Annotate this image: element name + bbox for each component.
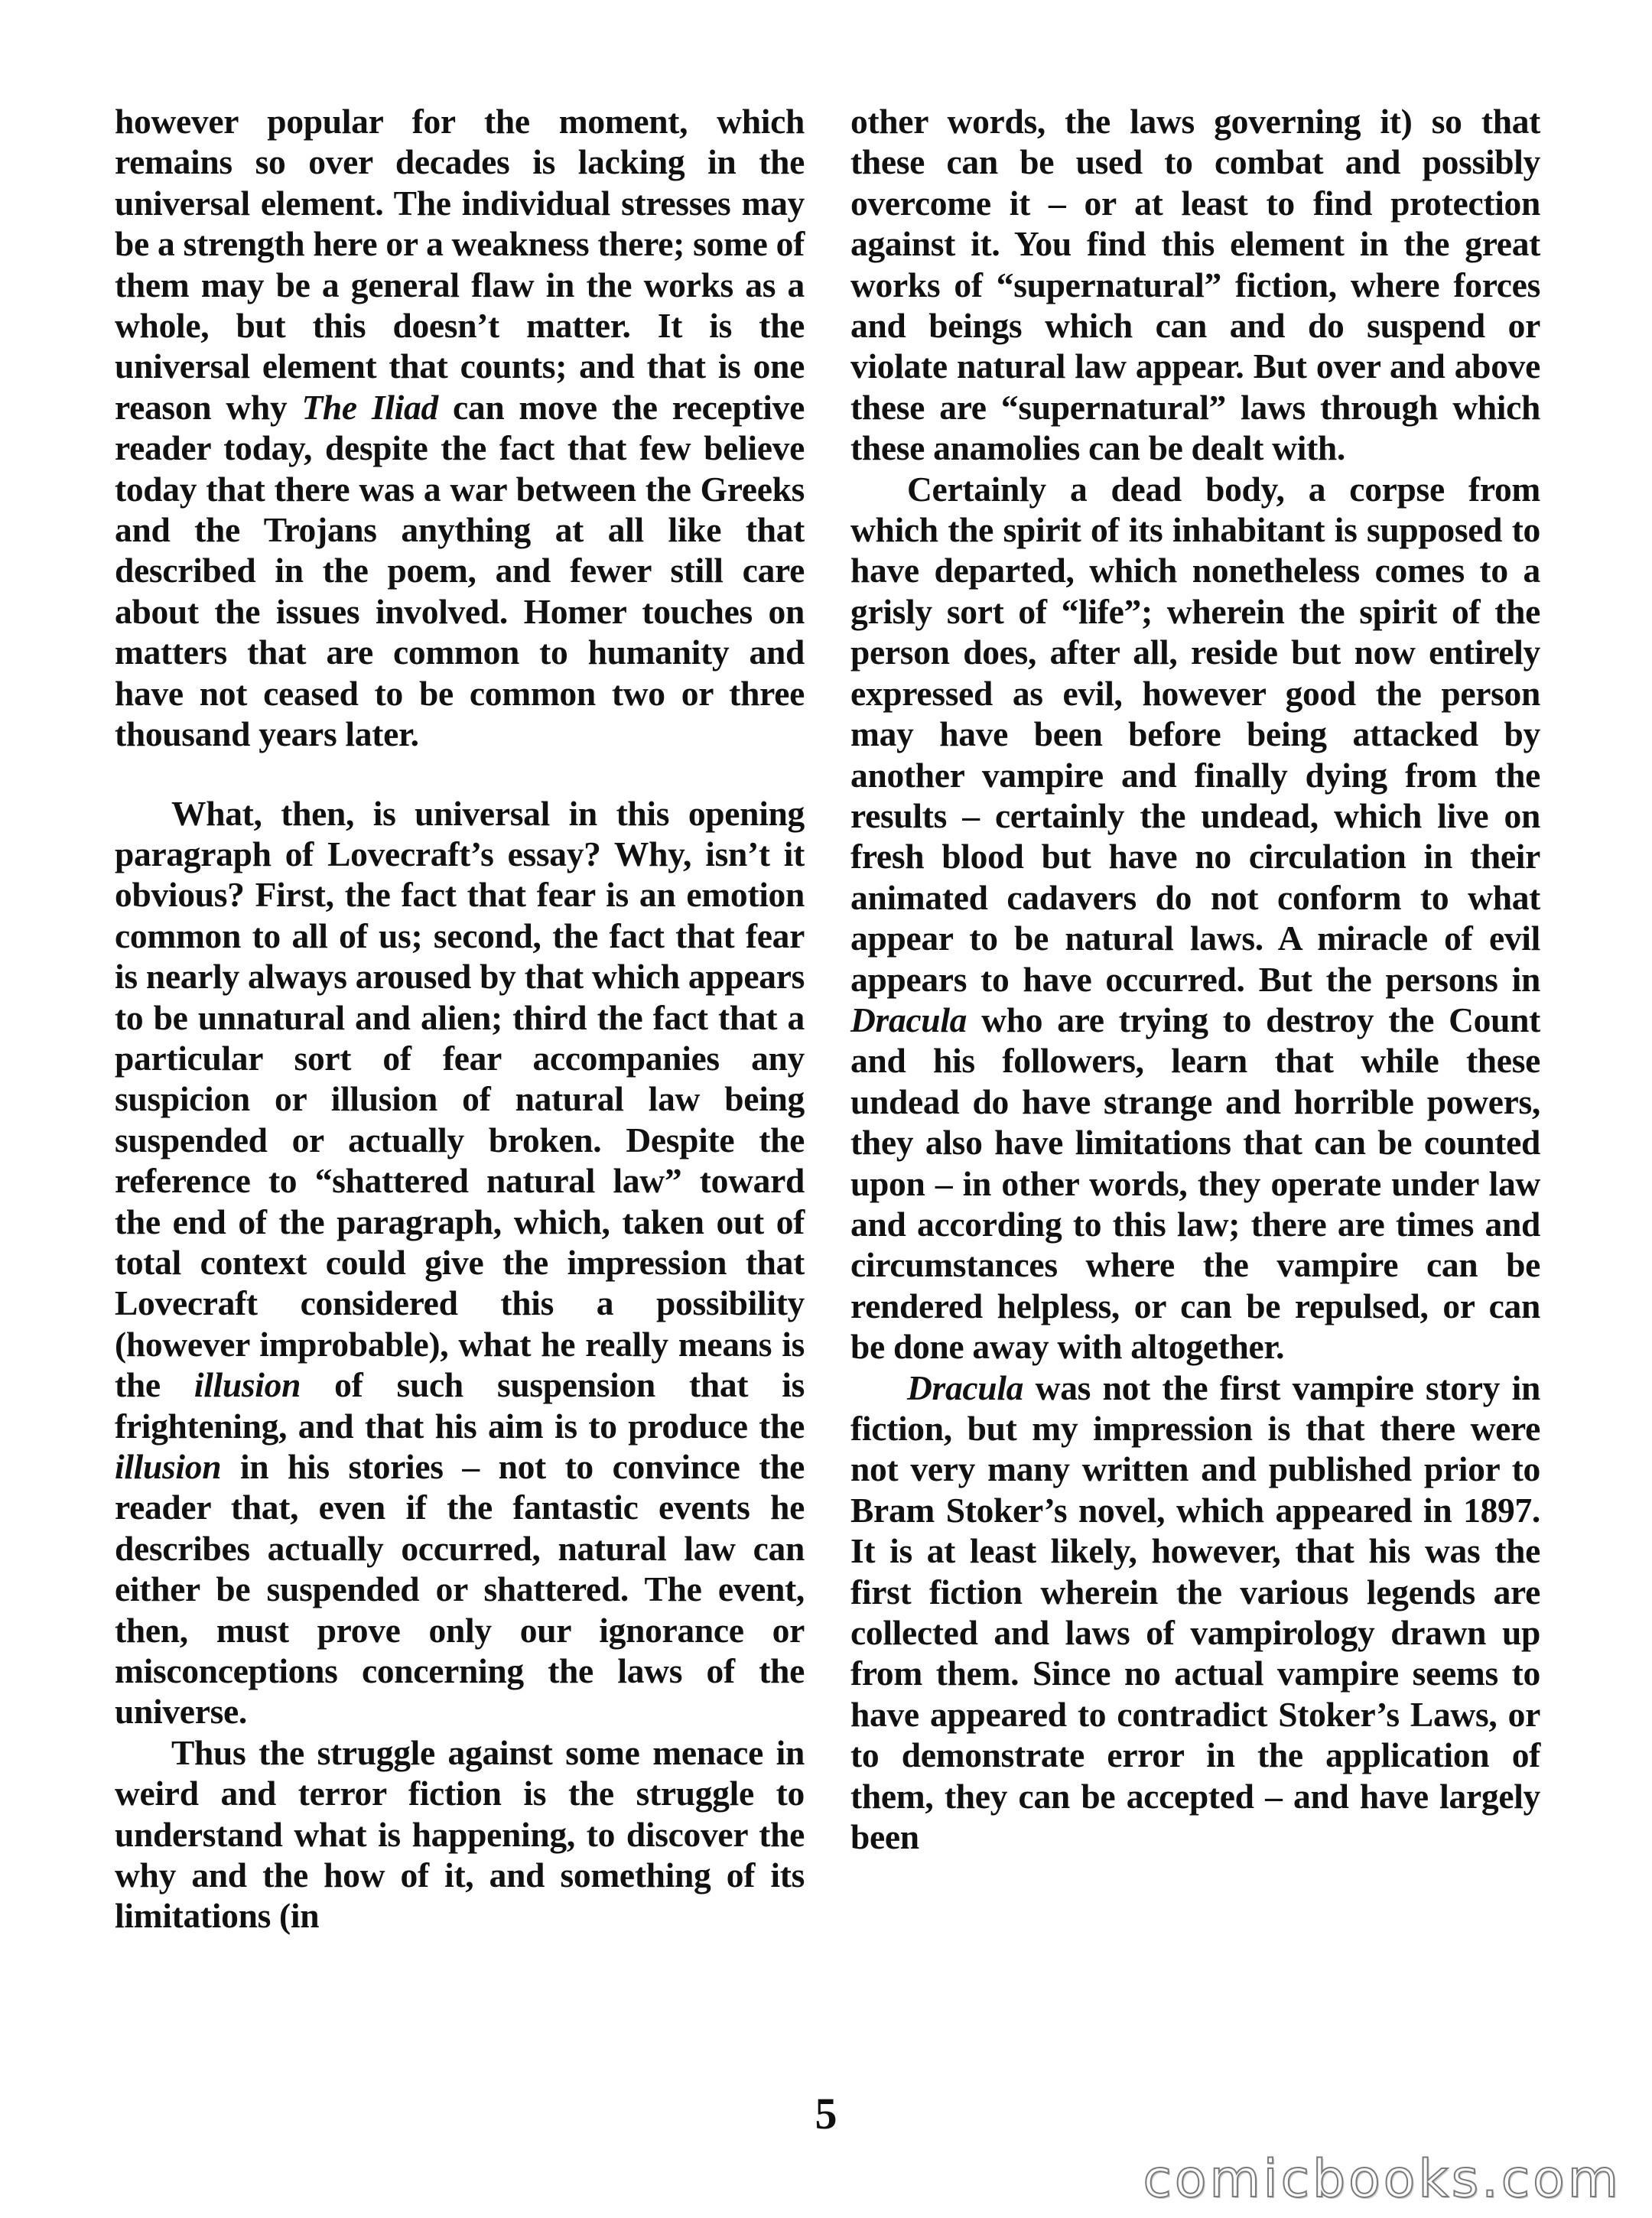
- paragraph: [850, 101, 1540, 469]
- emphasis: illusion: [115, 1447, 222, 1486]
- paragraph: [115, 793, 805, 1732]
- paragraph: [115, 101, 805, 755]
- text-run: of such suspension that is frightening, and that his aim is to produce the: [115, 1365, 805, 1446]
- right-text-column: [850, 101, 1540, 1857]
- text-run: What, then, is universal in this opening paragraph of Lovecraft’s essay? Why, isn’t it obvious? First, the fact that fear is an emotion common to all of us; second, the fact that fear is nearly always aroused by that which appears to be unnatural and alien; third the fact that a particular sort of fear accompanies any suspicion or illusion of natural law being suspended or actually broken. Despite the reference to “shattered natural law” toward the end of the paragraph, which, taken out of total context could give the impression that Lovecraft considered this a possibility (however improbable), what he really means is the: [115, 793, 805, 1405]
- page-number: 5: [815, 2089, 837, 2138]
- book-title: The Iliad: [301, 387, 438, 427]
- text-run: Thus the struggle against some menace in weird and terror fiction is the struggle to understand what is happening, to discover the why and the how of it, and something of its limitations (in: [115, 1732, 805, 1936]
- text-run: in his stories – not to convince the reader that, even if the fantastic events he describes actually occurred, natural law can either be suspended or shattered. The event, then, must prove only our ignorance or misconceptions concerning the laws of the universe.: [115, 1447, 805, 1732]
- paragraph: [115, 1732, 805, 1937]
- text-run: Certainly a dead body, a corpse from which the spirit of its inhabitant is supposed to have departed, which nonetheless comes to a grisly sort of “life”; wherein the spirit of the person does, after all, reside but now entirely expressed as evil, however good the person may have been before being attacked by another vampire and finally dying from the results – certainly the undead, which live on fresh blood but have no circulation in their animated cadavers do not conform to what appear to be natural laws. A miracle of evil appears to have occurred. But the persons in: [850, 469, 1540, 999]
- text-run: other words, the laws governing it) so that these can be used to combat and possibly overcome it – or at least to find protection against it. You find this element in the great works of “supernatural” fiction, where forces and beings which can and do suspend or violate natural law appear. But over and above these are “supernatural” laws through which these anamolies can be dealt with.: [850, 102, 1540, 468]
- paragraph: [850, 1368, 1540, 1858]
- paragraph: [850, 469, 1540, 1368]
- book-title: Dracula: [850, 1000, 967, 1039]
- watermark: comicbooks.com: [1143, 2149, 1621, 2210]
- text-run: was not the first vampire story in fiction, but my impression is that there were not very many written and published prior to Bram Stoker’s novel, which appeared in 1897. It is at least likely, however, that his was the first fiction wherein the various legends are collected and laws of vampirology drawn up from them. Since no actual vampire seems to have appeared to contradict Stoker’s Laws, or to demonstrate error in the application of them, they can be accepted – and have largely been: [850, 1368, 1540, 1857]
- left-text-column: [115, 101, 805, 1937]
- book-title: Dracula: [907, 1368, 1024, 1407]
- emphasis: illusion: [193, 1365, 301, 1405]
- text-run: can move the receptive reader today, despite the fact that few believe today that there was a war between the Greeks and the Trojans anything at all like that described in the poem, and fewer still care about the issues involved. Homer touches on matters that are common to humanity and have not ceased to be common two or three thousand years later.: [115, 387, 805, 754]
- text-run: however popular for the moment, which remains so over decades is lacking in the universal element. The individual stresses may be a strength here or a weakness there; some of them may be a general flaw in the works as a whole, but this doesn’t matter. It is the universal element that counts; and that is one reason why: [115, 102, 805, 427]
- text-run: who are trying to destroy the Count and his followers, learn that while these undead do have strange and horrible powers, they also have limitations that can be counted upon – in other words, they operate under law and according to this law; there are times and circumstances where the vampire can be rendered helpless, or can be repulsed, or can be done away with altogether.: [850, 1000, 1540, 1367]
